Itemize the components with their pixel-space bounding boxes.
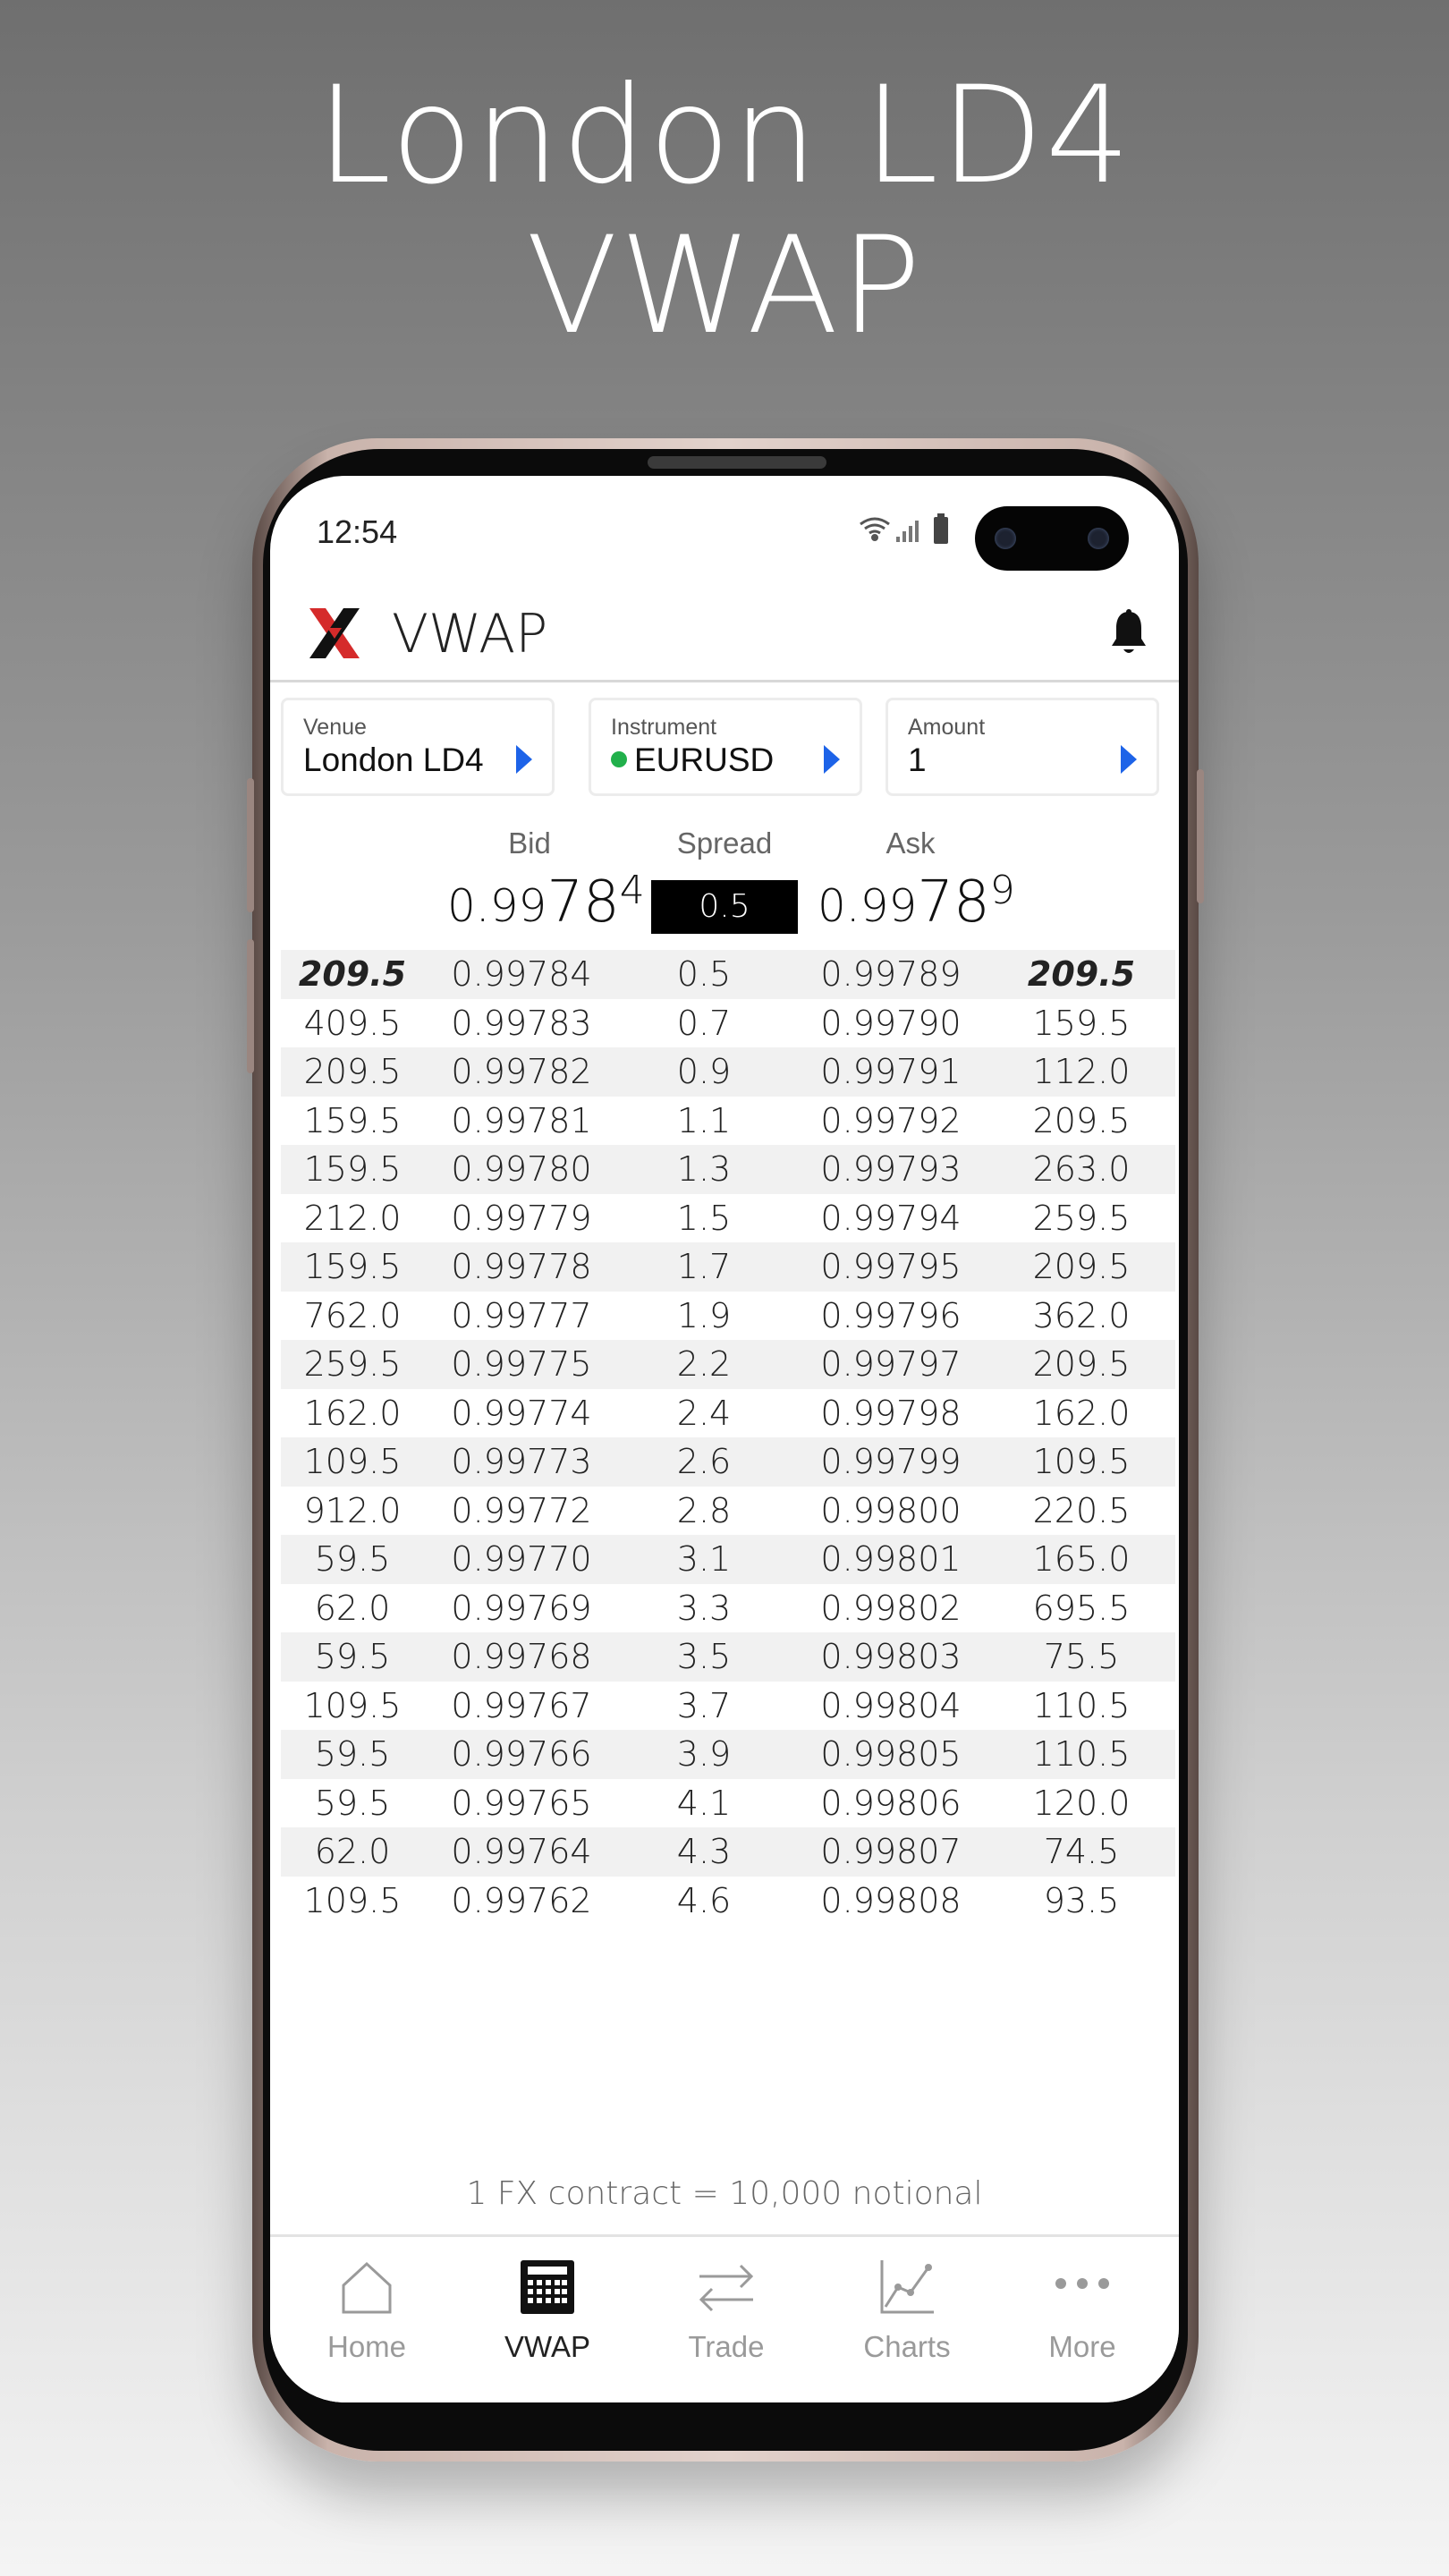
status-bar [270, 476, 1179, 583]
ladder-bid-size-cell: 912.0 [303, 1490, 402, 1530]
ladder-row[interactable] [281, 1292, 1175, 1341]
spread-value: 0.5 [651, 880, 798, 934]
ladder-ask-price-cell: 0.99803 [820, 1637, 962, 1676]
ladder-spread-cell: 1.5 [676, 1198, 732, 1238]
ladder-row[interactable] [281, 999, 1175, 1048]
ladder-spread-cell: 3.7 [676, 1685, 732, 1725]
ladder-row[interactable] [281, 1047, 1175, 1097]
bixby-button [247, 939, 254, 1073]
ladder-bid-price-cell: 0.99778 [451, 1247, 592, 1286]
ladder-bid-size-cell: 259.5 [303, 1344, 402, 1384]
ask-price-pip: 9 [989, 868, 1015, 913]
ladder-ask-size-cell: 110.5 [1032, 1685, 1131, 1725]
signal-icon [896, 521, 919, 542]
ladder-ask-size-cell: 75.5 [1043, 1637, 1120, 1676]
ladder-ask-price-cell: 0.99796 [820, 1295, 962, 1335]
ladder-ask-size-cell: 209.5 [1032, 1344, 1131, 1384]
nav-home-label: Home [326, 2330, 407, 2363]
ladder-bid-size-cell: 109.5 [303, 1685, 402, 1725]
caret-right-icon [516, 745, 532, 774]
nav-trade[interactable] [637, 2237, 816, 2402]
ladder-ask-price-cell: 0.99793 [820, 1149, 962, 1189]
brand-logo-icon [308, 606, 361, 660]
nav-home[interactable] [277, 2237, 456, 2402]
ladder-ask-size-cell: 109.5 [1032, 1442, 1131, 1481]
ladder-row[interactable] [281, 1242, 1175, 1292]
ladder-bid-price-cell: 0.99767 [451, 1685, 592, 1725]
ladder-bid-price-cell: 0.99782 [451, 1052, 592, 1091]
ladder-ask-size-cell: 209.5 [1032, 1100, 1131, 1140]
notifications-bell-icon[interactable] [1109, 608, 1148, 657]
instrument-value-wrap [611, 741, 774, 779]
ladder-ask-price-cell: 0.99798 [820, 1393, 962, 1433]
venue-label: Venue [303, 715, 367, 740]
ladder-row[interactable] [281, 1730, 1175, 1779]
ladder-row[interactable] [281, 1827, 1175, 1877]
ladder-spread-cell: 3.5 [676, 1637, 732, 1676]
ladder-bid-size-cell: 109.5 [303, 1880, 402, 1920]
ladder-spread-cell: 4.1 [676, 1783, 732, 1823]
ladder-spread-cell: 1.1 [676, 1100, 732, 1140]
ladder-bid-size-cell: 409.5 [303, 1003, 402, 1043]
ladder-bid-size-cell: 159.5 [303, 1100, 402, 1140]
ladder-ask-size-cell: 159.5 [1032, 1003, 1131, 1043]
amount-label: Amount [908, 715, 986, 740]
ladder-ask-size-cell: 120.0 [1032, 1783, 1131, 1823]
ladder-spread-cell: 4.3 [676, 1832, 732, 1871]
ladder-row[interactable] [281, 1097, 1175, 1146]
ladder-bid-size-cell: 209.5 [298, 954, 407, 994]
ladder-row[interactable] [281, 1145, 1175, 1194]
ladder-bid-price-cell: 0.99766 [451, 1734, 592, 1774]
ladder-row[interactable] [281, 1779, 1175, 1828]
power-button [1197, 769, 1204, 903]
ladder-ask-price-cell: 0.99799 [820, 1442, 962, 1481]
ladder-ask-price-cell: 0.99795 [820, 1247, 962, 1286]
nav-trade-label: Trade [688, 2330, 765, 2363]
venue-selector[interactable] [281, 698, 555, 796]
ladder-ask-price-cell: 0.99801 [820, 1539, 962, 1579]
ladder-spread-cell: 2.2 [676, 1344, 732, 1384]
bid-price-prefix: 0.99 [447, 880, 547, 932]
ladder-bid-size-cell: 62.0 [314, 1588, 391, 1628]
ladder-bid-size-cell: 162.0 [303, 1393, 402, 1433]
ladder-bid-price-cell: 0.99765 [451, 1783, 592, 1823]
ladder-spread-cell: 1.9 [676, 1295, 732, 1335]
amount-value: 1 [908, 741, 927, 778]
headline-line-1: London LD4 [316, 58, 1133, 214]
contract-footnote: 1 FX contract = 10,000 notional [466, 2175, 983, 2212]
swap-arrows-icon [696, 2257, 757, 2318]
ladder-ask-price-cell: 0.99802 [820, 1588, 962, 1628]
ladder-row[interactable] [281, 1535, 1175, 1584]
ladder-row[interactable] [281, 1632, 1175, 1682]
ladder-ask-size-cell: 220.5 [1032, 1490, 1131, 1530]
status-time: 12:54 [317, 513, 398, 550]
ladder-row[interactable] [281, 1877, 1175, 1926]
vwap-ladder [281, 950, 1175, 1925]
bid-price[interactable] [447, 869, 645, 936]
ladder-spread-cell: 0.7 [676, 1003, 732, 1043]
ladder-bid-price-cell: 0.99770 [451, 1539, 592, 1579]
nav-charts-label: Charts [863, 2330, 951, 2363]
caret-right-icon [824, 745, 840, 774]
nav-more[interactable] [993, 2237, 1172, 2402]
app-screen [270, 476, 1179, 2402]
ladder-ask-price-cell: 0.99790 [820, 1003, 962, 1043]
ask-price[interactable] [818, 869, 1015, 936]
ladder-bid-size-cell: 159.5 [303, 1149, 402, 1189]
ladder-spread-cell: 3.1 [676, 1539, 732, 1579]
ladder-ask-size-cell: 112.0 [1032, 1052, 1131, 1091]
ladder-bid-size-cell: 109.5 [303, 1442, 402, 1481]
ladder-row[interactable] [281, 1437, 1175, 1487]
ladder-bid-price-cell: 0.99773 [451, 1442, 592, 1481]
ladder-bid-price-cell: 0.99764 [451, 1832, 592, 1871]
ladder-ask-size-cell: 165.0 [1032, 1539, 1131, 1579]
headline-line-2: VWAP [526, 208, 923, 364]
ladder-spread-cell: 3.3 [676, 1588, 732, 1628]
ladder-bid-price-cell: 0.99769 [451, 1588, 592, 1628]
ladder-ask-size-cell: 110.5 [1032, 1734, 1131, 1774]
ladder-ask-size-cell: 209.5 [1032, 1247, 1131, 1286]
front-camera [975, 506, 1129, 571]
home-icon [336, 2257, 397, 2318]
ladder-ask-price-cell: 0.99800 [820, 1490, 962, 1530]
ladder-ask-price-cell: 0.99791 [820, 1052, 962, 1091]
status-icons [857, 512, 955, 547]
wifi-icon [860, 519, 889, 540]
ladder-row[interactable] [281, 1682, 1175, 1731]
ladder-ask-size-cell: 162.0 [1032, 1393, 1131, 1433]
volume-button [247, 778, 254, 912]
instrument-selector[interactable] [589, 698, 862, 796]
ladder-ask-price-cell: 0.99806 [820, 1783, 962, 1823]
ladder-row[interactable] [281, 1389, 1175, 1438]
ladder-row[interactable] [281, 950, 1175, 999]
spread-header: Spread [676, 826, 773, 860]
venue-value: London LD4 [303, 741, 484, 778]
ladder-ask-size-cell: 695.5 [1032, 1588, 1131, 1628]
ladder-bid-price-cell: 0.99779 [451, 1198, 592, 1238]
bid-header: Bid [508, 826, 551, 860]
ladder-spread-cell: 0.5 [676, 954, 732, 994]
ladder-row[interactable] [281, 1487, 1175, 1536]
ladder-bid-price-cell: 0.99777 [451, 1295, 592, 1335]
ladder-bid-size-cell: 62.0 [314, 1832, 391, 1871]
ask-header: Ask [886, 826, 936, 860]
camera-lens-icon [1088, 528, 1109, 549]
nav-charts[interactable] [818, 2237, 996, 2402]
ladder-bid-price-cell: 0.99784 [451, 954, 592, 994]
ladder-spread-cell: 1.3 [676, 1149, 732, 1189]
earpiece [648, 456, 826, 469]
instrument-label: Instrument [611, 715, 717, 740]
battery-icon [934, 513, 948, 544]
ladder-spread-cell: 3.9 [676, 1734, 732, 1774]
ladder-ask-size-cell: 263.0 [1032, 1149, 1131, 1189]
app-bar [270, 583, 1179, 682]
ladder-bid-size-cell: 59.5 [314, 1539, 391, 1579]
amount-selector[interactable] [886, 698, 1159, 796]
ladder-bid-price-cell: 0.99781 [451, 1100, 592, 1140]
ladder-ask-size-cell: 209.5 [1027, 954, 1136, 994]
ladder-bid-size-cell: 159.5 [303, 1247, 402, 1286]
ladder-ask-size-cell: 362.0 [1032, 1295, 1131, 1335]
ladder-spread-cell: 0.9 [676, 1052, 732, 1091]
ladder-row[interactable] [281, 1584, 1175, 1633]
line-chart-icon [877, 2257, 937, 2318]
nav-more-label: More [1048, 2330, 1116, 2363]
ladder-row[interactable] [281, 1340, 1175, 1389]
ladder-ask-price-cell: 0.99804 [820, 1685, 962, 1725]
ladder-row[interactable] [281, 1194, 1175, 1243]
nav-vwap-label: VWAP [504, 2330, 590, 2363]
ladder-bid-size-cell: 209.5 [303, 1052, 402, 1091]
instrument-value: EURUSD [634, 741, 775, 778]
ladder-spread-cell: 2.4 [676, 1393, 732, 1433]
ladder-bid-price-cell: 0.99780 [451, 1149, 592, 1189]
ladder-bid-size-cell: 212.0 [303, 1198, 402, 1238]
ladder-bid-price-cell: 0.99775 [451, 1344, 592, 1384]
ladder-ask-price-cell: 0.99792 [820, 1100, 962, 1140]
ladder-spread-cell: 1.7 [676, 1247, 732, 1286]
ladder-bid-price-cell: 0.99768 [451, 1637, 592, 1676]
ladder-ask-price-cell: 0.99805 [820, 1734, 962, 1774]
live-status-dot-icon [611, 751, 627, 767]
ask-price-prefix: 0.99 [818, 880, 918, 932]
ladder-ask-price-cell: 0.99789 [820, 954, 962, 994]
bid-price-pip: 4 [619, 868, 645, 913]
camera-lens-icon [995, 528, 1016, 549]
ladder-bid-size-cell: 59.5 [314, 1783, 391, 1823]
ladder-spread-cell: 4.6 [676, 1880, 732, 1920]
ask-price-big: 78 [917, 869, 990, 936]
bid-price-big: 78 [547, 869, 620, 936]
caret-right-icon [1121, 745, 1137, 774]
ladder-ask-price-cell: 0.99797 [820, 1344, 962, 1384]
ladder-bid-price-cell: 0.99762 [451, 1880, 592, 1920]
ladder-bid-price-cell: 0.99774 [451, 1393, 592, 1433]
ladder-ask-price-cell: 0.99808 [820, 1880, 962, 1920]
ladder-bid-size-cell: 59.5 [314, 1637, 391, 1676]
ladder-ask-price-cell: 0.99794 [820, 1198, 962, 1238]
ladder-ask-size-cell: 93.5 [1043, 1880, 1120, 1920]
ladder-spread-cell: 2.6 [676, 1442, 732, 1481]
ladder-bid-size-cell: 59.5 [314, 1734, 391, 1774]
more-dots-icon [1052, 2257, 1113, 2318]
ladder-bid-price-cell: 0.99783 [451, 1003, 592, 1043]
ladder-ask-size-cell: 74.5 [1043, 1832, 1120, 1871]
bottom-navigation [270, 2234, 1179, 2402]
calculator-icon [517, 2257, 578, 2318]
ladder-bid-price-cell: 0.99772 [451, 1490, 592, 1530]
ladder-ask-size-cell: 259.5 [1032, 1198, 1131, 1238]
ladder-ask-price-cell: 0.99807 [820, 1832, 962, 1871]
nav-vwap[interactable] [458, 2237, 637, 2402]
app-title: VWAP [392, 603, 548, 665]
ladder-spread-cell: 2.8 [676, 1490, 732, 1530]
ladder-bid-size-cell: 762.0 [303, 1295, 402, 1335]
